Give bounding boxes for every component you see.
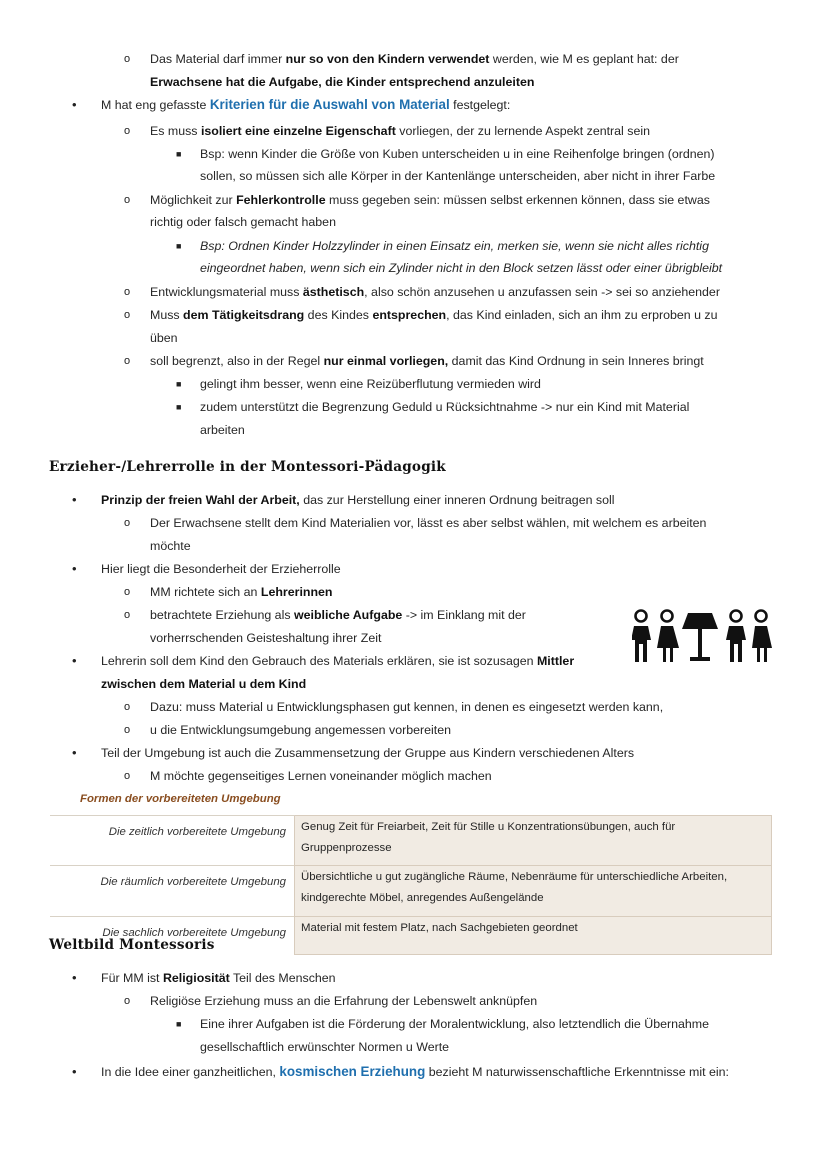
bullet-dot: • [72,970,77,985]
text-line: Teil der Umgebung ist auch die Zusammensetzung der Gruppe aus Kindern verschiedenen Alters [101,746,635,760]
bullet-dot: • [72,492,77,507]
text-line: zudem unterstützt die Begrenzung Geduld u Rücksichtnahme -> nur ein Kind mit Material [200,400,690,414]
bullet-square: ■ [176,379,182,389]
bullet-square: ■ [176,241,182,251]
text-line: vorherrschenden Geisteshaltung ihrer Zeit [150,631,382,645]
bullet-circle: o [124,586,131,598]
text-line: M hat eng gefasste Kriterien für die Auswahl von Material festgelegt: [101,97,511,112]
table-text-cell: Genug Zeit für Freiarbeit, Zeit für Stille u Konzentrationsübungen, auch für Gruppenprozesse [295,816,772,866]
child-figure-icon [756,611,767,622]
text-line: Es muss isoliert eine einzelne Eigenschaft vorliegen, der zu lernende Aspekt zentral sein [150,124,650,138]
bullet-circle: o [124,309,131,321]
text-line: eingeordnet haben, wenn sich ein Zylinder nicht in den Block setzen lässt oder einer übrigbleibt [200,261,723,275]
text-line: Bsp: Ordnen Kinder Holzzylinder in einen Einsatz ein, merken sie, wenn sie nicht alles richtig [200,239,709,253]
table-label-cell: Die räumlich vorbereitete Umgebung [50,866,295,917]
bullet-circle: o [124,701,131,713]
table-title: Formen der vorbereiteten Umgebung [80,793,281,805]
table-row [50,816,772,866]
environment-table [50,815,772,955]
text-line: Prinzip der freien Wahl der Arbeit, das zur Herstellung einer inneren Ordnung beitragen soll [101,493,615,507]
bullet-circle: o [124,53,131,65]
illustration-figures [632,607,772,665]
child-figure-icon [752,626,772,662]
child-figure-icon [636,611,647,622]
child-figure-icon [731,611,742,622]
bullet-circle: o [124,995,131,1007]
bullet-square: ■ [176,149,182,159]
bullet-dot: • [72,97,77,112]
child-figure-icon [662,611,673,622]
text-line: richtig oder falsch gemacht haben [150,215,336,229]
text-line: Bsp: wenn Kinder die Größe von Kuben unterscheiden u in eine Reihenfolge bringen (ordnen) [200,147,715,161]
section-heading: Erzieher-/Lehrerrolle in der Montessori-Pädagogik [49,459,446,475]
text-line: betrachtete Erziehung als weibliche Aufgabe -> im Einklang mit der [150,608,526,622]
bullet-circle: o [124,517,131,529]
text-line: In die Idee einer ganzheitlichen, kosmischen Erziehung bezieht M naturwissenschaftliche Erkenntnisse mit ein: [101,1064,729,1079]
bullet-circle: o [124,194,131,206]
table-label-cell: Die zeitlich vorbereitete Umgebung [50,816,295,866]
table-lamp-icon [682,613,718,661]
table-label-cell: Die sachlich vorbereitete Umgebung [50,917,295,955]
text-line: möchte [150,539,191,553]
text-line: üben [150,331,178,345]
child-figure-icon [632,626,651,662]
text-line: gesellschaftlich erwünschter Normen u Werte [200,1040,450,1054]
bullet-circle: o [124,355,131,367]
text-line: u die Entwicklungsumgebung angemessen vorbereiten [150,723,452,737]
bullet-dot: • [72,561,77,576]
bullet-circle: o [124,724,131,736]
table-text-cell: Übersichtliche u gut zugängliche Räume, Nebenräume für unterschiedliche Arbeiten, kindgerechte Möbel, anregendes Außengelände [295,866,772,917]
text-line: Erwachsene hat die Aufgabe, die Kinder entsprechend anzuleiten [150,75,535,89]
table-row [50,866,772,917]
text-line: zwischen dem Material u dem Kind [101,677,307,691]
text-line: gelingt ihm besser, wenn eine Reizüberflutung vermieden wird [200,377,541,391]
text-line: Das Material darf immer nur so von den Kindern verwendet werden, wie M es geplant hat: der [150,52,679,66]
bullet-square: ■ [176,402,182,412]
bullet-circle: o [124,609,131,621]
bullet-dot: • [72,1064,77,1079]
text-line: Hier liegt die Besonderheit der Erzieherrolle [101,562,341,576]
text-line: Entwicklungsmaterial muss ästhetisch, also schön anzusehen u anzufassen sein -> sei so anziehender [150,285,720,299]
text-line: Eine ihrer Aufgaben ist die Förderung der Moralentwicklung, also letztendlich die Übernahme [200,1017,709,1031]
text-line: soll begrenzt, also in der Regel nur einmal vorliegen, damit das Kind Ordnung in sein Inneres bringt [150,354,704,368]
text-line: Religiöse Erziehung muss an die Erfahrung der Lebenswelt anknüpfen [150,994,538,1008]
bullet-dot: • [72,653,77,668]
text-line: Lehrerin soll dem Kind den Gebrauch des Materials erklären, sie ist sozusagen Mittler [101,654,575,668]
text-line: Für MM ist Religiosität Teil des Menschen [101,971,336,985]
child-figure-icon [726,626,746,662]
text-line: MM richtete sich an Lehrerinnen [150,585,333,599]
text-line: Der Erwachsene stellt dem Kind Materialien vor, lässt es aber selbst wählen, mit welchem es arbeiten [150,516,707,530]
text-line: Möglichkeit zur Fehlerkontrolle muss gegeben sein: müssen selbst erkennen können, dass sie etwas [150,193,710,207]
section-heading: Weltbild Montessoris [49,937,215,953]
text-line: Muss dem Tätigkeitsdrang des Kindes entsprechen, das Kind einladen, sich an ihm zu erproben u zu [150,308,718,322]
child-figure-icon [657,626,679,662]
text-line: arbeiten [200,423,245,437]
bullet-circle: o [124,286,131,298]
table-text-cell: Material mit festem Platz, nach Sachgebieten geordnet [295,917,772,955]
bullet-circle: o [124,770,131,782]
text-line: sollen, so müssen sich alle Körper in der Kantenlänge unterscheiden, aber nicht in ihrer Farbe [200,169,716,183]
text-line: Dazu: muss Material u Entwicklungsphasen gut kennen, in denen es eingesetzt werden kann, [150,700,664,714]
bullet-circle: o [124,125,131,137]
bullet-dot: • [72,745,77,760]
text-line: M möchte gegenseitiges Lernen voneinander möglich machen [150,769,492,783]
bullet-square: ■ [176,1019,182,1029]
